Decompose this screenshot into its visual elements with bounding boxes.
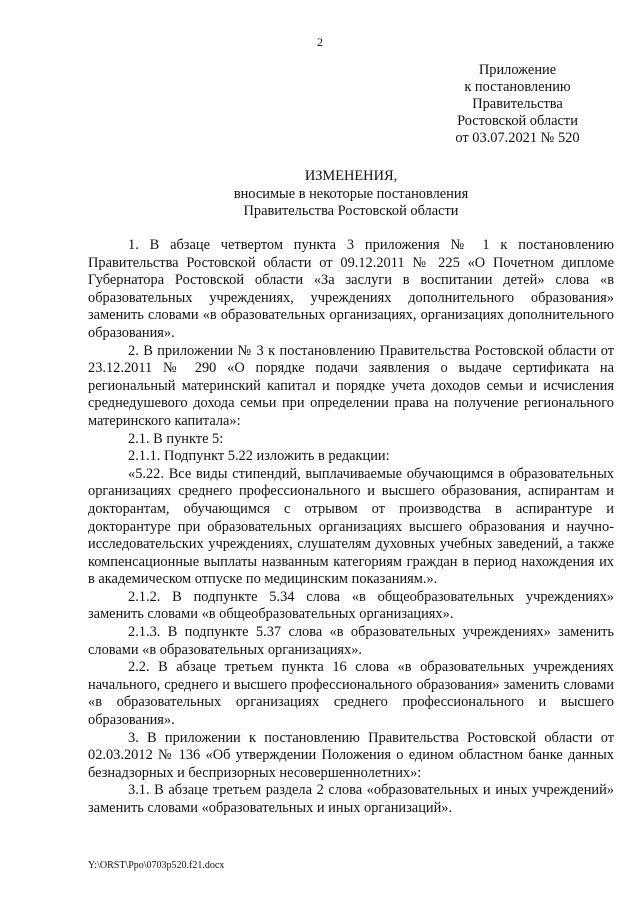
file-path-footer: Y:\ORST\Ppo\0703p520.f21.docx [88, 860, 225, 871]
paragraph: 2.1. В пункте 5: [128, 430, 224, 447]
paragraph: «5.22. Все виды стипендий, выплачиваемые обучающимся в образовательных организациях среднего профессионального и высшего образования, аспирантам и докторантам, обучающимся с отрывом от производства в аспирантуре и докторантуре при образовательных организациях высшего образования и научно-исследовательских учреждениях, слушателям духовных учебных заведений, а также компенсационные выплаты названным категориям граждан в период нахождения их в академическом отпуске по медицинским показаниям.». [88, 465, 614, 588]
paragraph: 3. В приложении к постановлению Правительства Ростовской области от 02.03.2012 № 136 «Об утверждении Положения о едином областном банке данных безнадзорных и беспризорных несовершеннолетних»: [88, 729, 614, 781]
paragraph: 2.1.2. В подпункте 5.34 слова «в общеобразовательных учреждениях» заменить словами «в общеобразовательных организациях». [88, 588, 614, 623]
paragraph: 2.2. В абзаце третьем пункта 16 слова «в образовательных учреждениях начального, среднего и высшего профессионального образования» заменить словами «в образовательных организациях среднего профессионального и высшего образования». [88, 659, 614, 729]
document-heading: ИЗМЕНЕНИЯ, [304, 168, 398, 184]
paragraph: 1. В абзаце четвертом пункта 3 приложения № 1 к постановлению Правительства Ростовской области от 09.12.2011 № 225 «О Почетном дипломе Губернатора Ростовской области «За заслуги в воспитании детей» слова «в образовательных учреждениях, учреждениях дополнительного образования» заменить словами «в образовательных организациях, организациях дополнительного образования». [88, 237, 614, 341]
appendix-line: Ростовской области [457, 113, 578, 129]
paragraph: 2. В приложении № 3 к постановлению Правительства Ростовской области от 23.12.2011 № 290 «О порядке подачи заявления о выдаче сертификата на региональный материнский капитал и порядке учета доходов семьи и исчисления среднедушевого дохода семьи при определении права на получение регионального материнского капитала»: [88, 342, 614, 429]
page-number: 2 [317, 35, 323, 49]
title-block [88, 168, 614, 221]
paragraph: 3.1. В абзаце третьем раздела 2 слова «образовательных и иных учреждений» заменить словами «образовательных и иных организаций». [88, 782, 614, 816]
document-subheading: вносимые в некоторые постановления [233, 185, 469, 202]
paragraph: 2.1.1. Подпункт 5.22 изложить в редакции: [128, 448, 390, 465]
document-subheading: Правительства Ростовской области [243, 203, 459, 219]
appendix-line: Приложение [478, 62, 557, 78]
appendix-line: от 03.07.2021 № 520 [455, 130, 580, 146]
appendix-block [430, 62, 605, 147]
paragraph: 2.1.3. В подпункте 5.37 слова «в образовательных учреждениях» заменить словами «в образовательных организациях». [88, 624, 614, 658]
appendix-line: к постановлению [464, 79, 571, 95]
appendix-line: Правительства [472, 96, 563, 112]
document-body [88, 237, 614, 818]
